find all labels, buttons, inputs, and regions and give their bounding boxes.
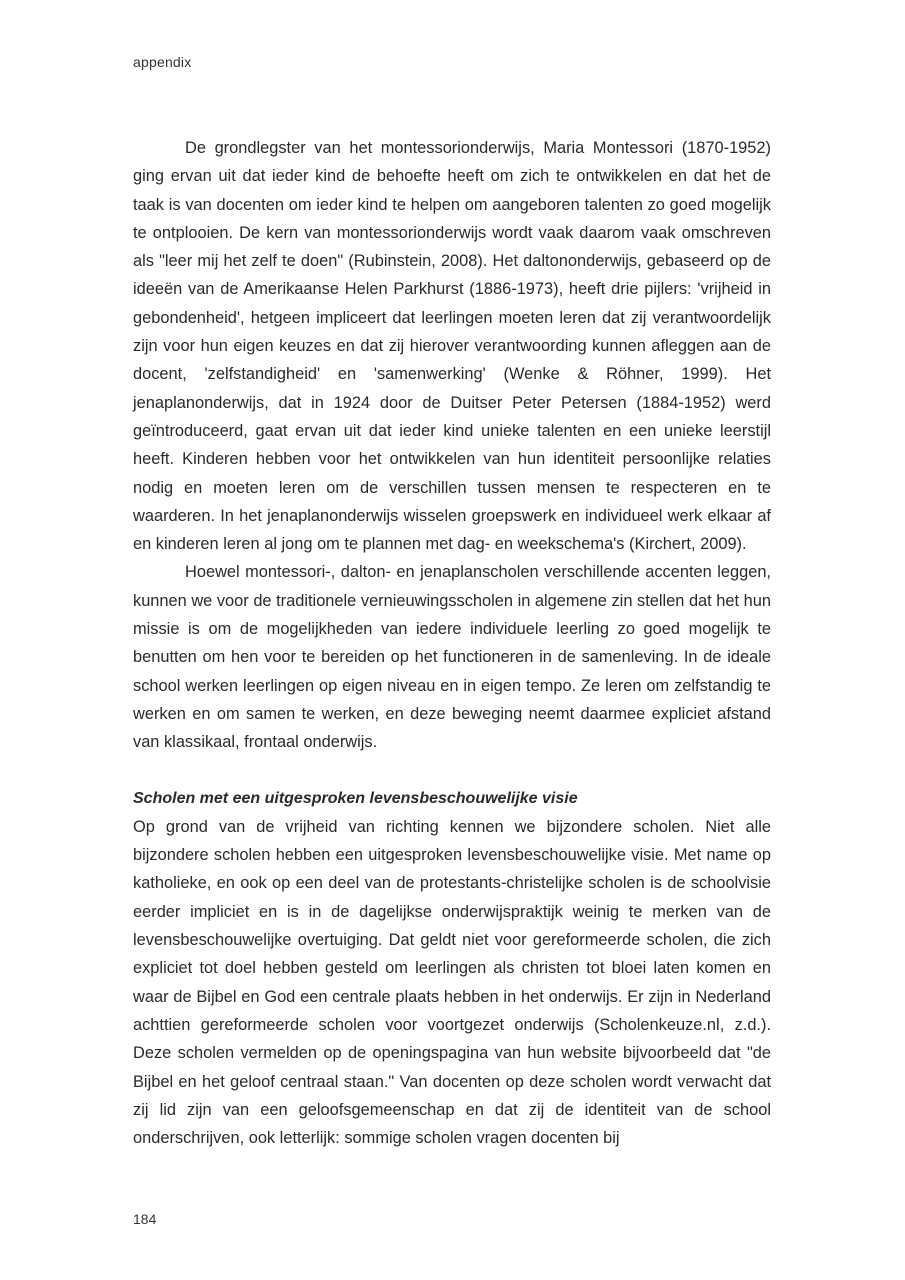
body-paragraph-levensbeschouwelijk: Op grond van de vrijheid van richting kennen we bijzondere scholen. Niet alle bijzondere scholen hebben een uitgesproken levensbeschouwelijke visie. Met name op katholieke, en ook op een deel van de protestants-christelijke scholen is de schoolvisie eerder impliciet en is in de dagelijkse onderwijspraktijk weinig te merken van de levensbeschouwelijke overtuiging. Dat geldt niet voor gereformeerde scholen, die zich expliciet tot doel hebben gesteld om leerlingen als christen tot bloei laten komen en waar de Bijbel en God een centrale plaats hebben in het onderwijs. Er zijn in Nederland achttien gereformeerde scholen voor voortgezet onderwijs (Scholenkeuze.nl, z.d.). Deze scholen vermelden op de openingspagina van hun website bijvoorbeeld dat "de Bijbel en het geloof centraal staan." Van docenten op deze scholen wordt verwacht dat zij lid zijn van een geloofsgemeenschap en dat zij de identiteit van de school onderschrijven, ook letterlijk: sommige scholen vragen docenten bij xyxy=(133,817,771,1148)
section-heading: Scholen met een uitgesproken levensbeschouwelijke visie xyxy=(133,789,578,807)
body-paragraph-montessori: De grondlegster van het montessorionderwijs, Maria Montessori (1870-1952) ging ervan uit dat ieder kind de behoefte heeft om zich te ontwikkelen en dat het de taak is van docenten om ieder kind te helpen om aangeboren talenten zo goed mogelijk te ontplooien. De kern van montessorionderwijs wordt vaak daarom vaak omschreven als "leer mij het zelf te doen" (Rubinstein, 2008). Het daltononderwijs, gebaseerd op de ideeën van de Amerikaanse Helen Parkhurst (1886-1973), heeft drie pijlers: 'vrijheid in gebondenheid', hetgeen impliceert dat leerlingen moeten leren dat zij verantwoordelijk zijn voor hun eigen keuzes en dat zij hierover verantwoording kunnen afleggen aan de docent, 'zelfstandigheid' en 'samenwerking' (Wenke & Röhner, 1999). Het jenaplanonderwijs, dat in 1924 door de Duitser Peter Petersen (1884-1952) werd geïntroduceerd, gaat ervan uit dat ieder kind unieke talenten en een unieke leerstijl heeft. Kinderen hebben voor het ontwikkelen van hun identiteit persoonlijke relaties nodig en moeten leren om de verschillen tussen mensen te respecteren en te waarderen. In het jenaplanonderwijs wisselen groepswerk en individueel werk elkaar af en kinderen leren al jong om te plannen met dag- en weekschema's (Kirchert, 2009). xyxy=(133,139,771,554)
page-body xyxy=(133,134,771,1152)
page-number: 184 xyxy=(133,1211,157,1227)
body-paragraph-vernieuwingsscholen: Hoewel montessori-, dalton- en jenaplanscholen verschillende accenten leggen, kunnen we voor de traditionele vernieuwingsscholen in algemene zin stellen dat het hun missie is om de mogelijkheden van iedere individuele leerling zo goed mogelijk te benutten om hen voor te bereiden op het functioneren in de samenleving. In de ideale school werken leerlingen op eigen niveau en in eigen tempo. Ze leren om zelfstandig te werken en om samen te werken, en deze beweging neemt daarmee expliciet afstand van klassikaal, frontaal onderwijs. xyxy=(133,563,771,752)
running-head: appendix xyxy=(133,54,192,70)
